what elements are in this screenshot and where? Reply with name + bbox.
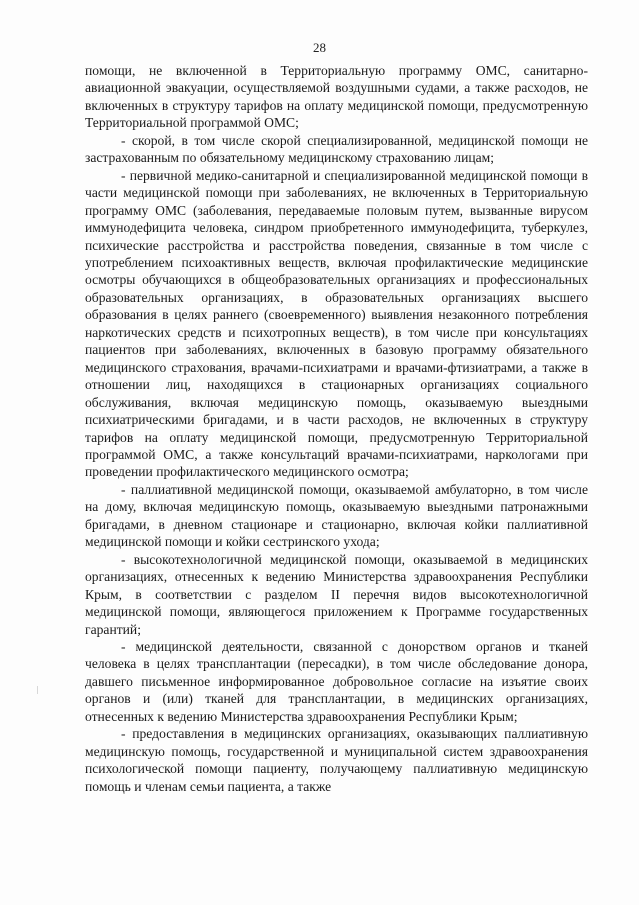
document-body xyxy=(85,62,588,795)
paragraph-continuation: помощи, не включенной в Территориальную программу ОМС, санитарно-авиационной эвакуации, осуществляемой воздушными судами, а также расходов, не включенных в структуру тарифов на оплату медицинской помощи, предусмотренную Территориальной программой ОМС; xyxy=(85,63,588,131)
paragraph-ambulance-care: - скорой, в том числе скорой специализированной, медицинской помощи не застрахованным по обязательному медицинскому страхованию лицам; xyxy=(85,132,588,166)
paragraph-psychological-help: - предоставления в медицинских организациях, оказывающих паллиативную медицинскую помощь, государственной и муниципальной систем здравоохранения психологической помощи пациенту, получающему паллиативную медицинскую помощь и членам семьи пациента, а также xyxy=(85,726,588,794)
paragraph-primary-specialized-care: - первичной медико-санитарной и специализированной медицинской помощи в части медицинской помощи при заболеваниях, не включенных в Территориальную программу ОМС (заболевания, передаваемые половым путем, вызванные вирусом иммунодефицита человека, синдром приобретенного иммунодефицита, туберкулез, психические расстройства и расстройства поведения, связанные в том числе с употреблением психоактивных веществ, включая профилактические медицинские осмотры обучающихся в общеобразовательных организациях и профессиональных образовательных организациях, в образовательных организациях высшего образования в целях раннего (своевременного) выявления незаконного потребления наркотических средств и психотропных веществ), в том числе при консультациях пациентов при заболеваниях, включенных в базовую программу обязательного медицинского страхования, врачами-психиатрами и врачами-фтизиатрами, а также в отношении лиц, находящихся в стационарных организациях социального обслуживания, включая медицинскую помощь, оказываемую выездными психиатрическими бригадами, и в части расходов, не включенных в структуру тарифов на оплату медицинской помощи, предусмотренную Территориальной программой ОМС, а также консультаций врачами-психиатрами, наркологами при проведении профилактического медицинского осмотра; xyxy=(85,167,588,480)
paragraph-organ-donation: - медицинской деятельности, связанной с донорством органов и тканей человека в целях трансплантации (пересадки), в том числе обследование донора, давшего письменное информированное добровольное согласие на изъятие своих органов и (или) тканей для трансплантации, в медицинских организациях, отнесенных к ведению Министерства здравоохранения Республики Крым; xyxy=(85,638,588,724)
paragraph-palliative-care: - паллиативной медицинской помощи, оказываемой амбулаторно, в том числе на дому, включая медицинскую помощь, оказываемую выездными патронажными бригадами, в дневном стационаре и стационарно, включая койки паллиативной медицинской помощи и койки сестринского ухода; xyxy=(85,481,588,550)
paragraph-high-tech-care: - высокотехнологичной медицинской помощи, оказываемой в медицинских организациях, отнесенных к ведению Министерства здравоохранения Республики Крым, в соответствии с разделом II перечня видов высокотехнологичной медицинской помощи, являющегося приложением к Программе государственных гарантий; xyxy=(85,551,588,637)
page-number: 28 xyxy=(313,40,326,55)
scan-margin-mark xyxy=(37,686,38,694)
